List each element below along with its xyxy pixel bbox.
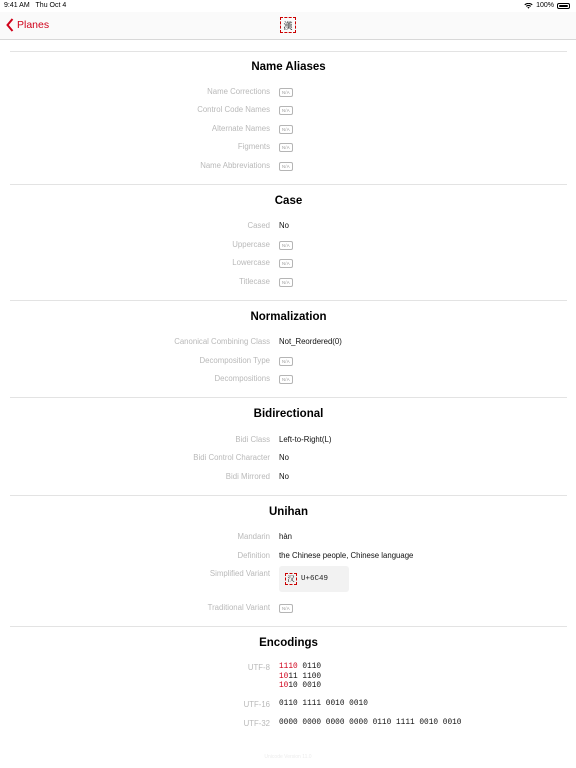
character-title[interactable]: 漢 <box>280 17 296 33</box>
row-utf16 <box>10 700 567 712</box>
row-label: Definition <box>237 551 270 560</box>
row-canonical-combining-class <box>10 337 567 349</box>
utf8-byte-3: 1010 0010 <box>279 682 322 690</box>
section-unihan <box>10 495 567 612</box>
row-value: No <box>279 472 289 481</box>
variant-code: U+6C49 <box>301 575 329 583</box>
detail-scroll-view[interactable] <box>0 41 576 768</box>
row-label: Name Abbreviations <box>200 161 270 170</box>
row-label: Lowercase <box>232 258 270 267</box>
row-value: 0110 1111 0010 0010 <box>279 700 368 708</box>
row-label: Decompositions <box>214 374 270 383</box>
status-bar <box>0 0 576 12</box>
row-value: the Chinese people, Chinese language <box>279 551 414 560</box>
section-title: Unihan <box>269 506 308 518</box>
row-decompositions <box>10 374 567 386</box>
row-value <box>279 356 293 366</box>
row-value: 0000 0000 0000 0000 0110 1111 0010 0010 <box>279 719 462 727</box>
row-definition <box>10 551 567 563</box>
section-title: Normalization <box>250 311 327 323</box>
row-value: hàn <box>279 532 293 541</box>
row-label: UTF-32 <box>243 719 270 728</box>
row-figments <box>10 142 567 154</box>
status-right <box>524 2 570 9</box>
row-value: No <box>279 453 289 462</box>
section-name-aliases <box>10 51 567 170</box>
row-label: Name Corrections <box>207 87 270 96</box>
row-titlecase <box>10 277 567 289</box>
row-value <box>279 87 293 97</box>
row-label: Titlecase <box>239 277 270 286</box>
navigation-bar <box>0 12 576 40</box>
row-label: Simplified Variant <box>209 569 270 578</box>
row-label: Bidi Class <box>235 435 270 444</box>
na-badge: N/A <box>279 162 293 171</box>
row-label: Bidi Mirrored <box>225 472 270 481</box>
row-label: Control Code Names <box>197 105 270 114</box>
utf8-byte-1: 1110 0110 <box>279 663 322 671</box>
row-value <box>279 240 293 250</box>
row-value <box>279 277 293 287</box>
section-encodings <box>10 626 567 728</box>
row-bidi-mirrored <box>10 472 567 484</box>
row-label: Bidi Control Character <box>193 453 270 462</box>
row-cased <box>10 221 567 233</box>
row-label: Decomposition Type <box>199 356 270 365</box>
chevron-left-icon <box>6 18 14 32</box>
row-name-corrections <box>10 87 567 99</box>
row-bidi-class <box>10 435 567 447</box>
simplified-variant-card[interactable] <box>279 566 349 592</box>
row-control-code-names <box>10 105 567 117</box>
variant-glyph: 汉 <box>285 573 297 585</box>
status-time: 9:41 AM Thu Oct 4 <box>4 2 67 9</box>
row-decomposition-type <box>10 356 567 368</box>
na-badge: N/A <box>279 357 293 366</box>
section-normalization <box>10 300 567 383</box>
battery-percent: 100% <box>536 2 554 9</box>
battery-icon <box>557 3 570 9</box>
footer-version: Unicode Version 11.0 <box>264 754 312 760</box>
row-simplified-variant <box>10 569 567 581</box>
na-badge: N/A <box>279 604 293 613</box>
row-mandarin <box>10 532 567 544</box>
row-label: Canonical Combining Class <box>174 337 270 346</box>
row-utf32 <box>10 719 567 731</box>
row-value: No <box>279 221 289 230</box>
row-label: UTF-8 <box>247 663 270 672</box>
row-traditional-variant <box>10 603 567 615</box>
na-badge: N/A <box>279 106 293 115</box>
section-bidirectional <box>10 397 567 481</box>
row-value: Not_Reordered(0) <box>279 337 342 346</box>
na-badge: N/A <box>279 259 293 268</box>
row-bidi-control-character <box>10 453 567 465</box>
section-title: Name Aliases <box>251 61 326 73</box>
na-badge: N/A <box>279 88 293 97</box>
row-lowercase <box>10 258 567 270</box>
utf8-byte-2: 1011 1100 <box>279 672 322 681</box>
section-title: Encodings <box>259 637 318 649</box>
row-value <box>279 105 293 115</box>
section-title: Bidirectional <box>253 408 324 420</box>
row-label: Uppercase <box>232 240 270 249</box>
na-badge: N/A <box>279 241 293 250</box>
na-badge: N/A <box>279 375 293 384</box>
row-label: Mandarin <box>237 532 270 541</box>
na-badge: N/A <box>279 143 293 152</box>
row-label: Alternate Names <box>211 124 270 133</box>
row-label: UTF-16 <box>243 700 270 709</box>
row-uppercase <box>10 240 567 252</box>
row-label: Cased <box>247 221 270 230</box>
row-name-abbreviations <box>10 161 567 173</box>
back-button-label: Planes <box>17 19 50 31</box>
row-value: Left-to-Right(L) <box>279 435 332 444</box>
row-alternate-names <box>10 124 567 136</box>
row-value <box>279 142 293 152</box>
back-button[interactable] <box>6 18 49 32</box>
row-label: Figments <box>237 142 270 151</box>
row-value <box>279 161 293 171</box>
utf8-bytes <box>279 663 321 692</box>
row-value <box>279 124 293 134</box>
row-label: Traditional Variant <box>207 603 270 612</box>
section-case <box>10 184 567 286</box>
wifi-icon <box>524 3 533 9</box>
row-value <box>279 603 293 613</box>
na-badge: N/A <box>279 125 293 134</box>
section-title: Case <box>274 195 303 207</box>
row-value <box>279 258 293 268</box>
row-value <box>279 374 293 384</box>
row-utf8 <box>10 663 567 693</box>
na-badge: N/A <box>279 278 293 287</box>
